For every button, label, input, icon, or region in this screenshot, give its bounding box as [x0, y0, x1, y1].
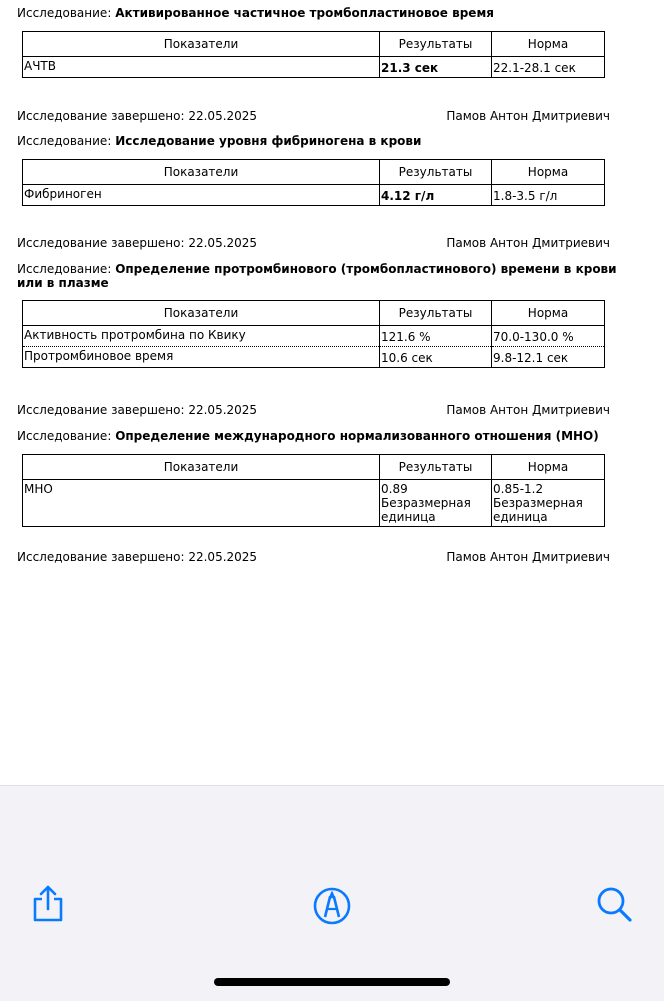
- results-table: [22, 159, 605, 206]
- header-norm: Норма: [492, 301, 605, 326]
- study-prefix: Исследование:: [17, 134, 116, 148]
- indicator-cell: МНО: [23, 480, 380, 527]
- table-row: [23, 347, 605, 368]
- study-title: [17, 429, 644, 443]
- study-prefix: Исследование:: [17, 429, 116, 443]
- indicator-cell: АЧТВ: [23, 57, 380, 78]
- study-name: Активированное частичное тромбопластиновое время: [115, 6, 494, 20]
- completed-date: Исследование завершено: 22.05.2025: [17, 403, 258, 417]
- header-indicator: Показатели: [23, 32, 380, 57]
- study-prefix: Исследование:: [17, 262, 116, 276]
- header-result: Результаты: [380, 160, 492, 185]
- result-cell: 10.6 сек: [380, 347, 492, 368]
- doctor-name: Памов Антон Дмитриевич: [446, 403, 610, 417]
- results-table: [22, 454, 605, 527]
- study-title: [17, 262, 644, 290]
- header-indicator: Показатели: [23, 160, 380, 185]
- study-title: [17, 134, 644, 148]
- doctor-name: Памов Антон Дмитриевич: [446, 550, 610, 564]
- result-cell: 121.6 %: [380, 326, 492, 347]
- search-button[interactable]: [592, 882, 636, 926]
- table-header: [23, 455, 605, 480]
- study-name: Определение международного нормализованного отношения (МНО): [115, 429, 599, 443]
- bottom-toolbar: [0, 785, 664, 1001]
- result-value: 21.3 сек: [381, 61, 439, 75]
- header-norm: Норма: [492, 455, 605, 480]
- table-header: [23, 301, 605, 326]
- results-table: [22, 300, 605, 368]
- table-row: [23, 326, 605, 347]
- completed-date: Исследование завершено: 22.05.2025: [17, 236, 258, 250]
- indicator-cell: Фибриноген: [23, 185, 380, 206]
- study-prefix: Исследование:: [17, 6, 116, 20]
- completed-date: Исследование завершено: 22.05.2025: [17, 550, 258, 564]
- header-result: Результаты: [380, 32, 492, 57]
- result-cell: [380, 57, 492, 78]
- completed-date: Исследование завершено: 22.05.2025: [17, 109, 258, 123]
- header-indicator: Показатели: [23, 455, 380, 480]
- results-table: [22, 31, 605, 78]
- table-header: [23, 32, 605, 57]
- table-row: [23, 57, 605, 78]
- result-cell: [380, 185, 492, 206]
- header-norm: Норма: [492, 32, 605, 57]
- study-name: Исследование уровня фибриногена в крови: [115, 134, 422, 148]
- doctor-name: Памов Антон Дмитриевич: [446, 236, 610, 250]
- header-indicator: Показатели: [23, 301, 380, 326]
- result-cell: 0.89 Безразмерная единица: [380, 480, 492, 527]
- header-result: Результаты: [380, 455, 492, 480]
- share-icon: [26, 882, 70, 926]
- share-button[interactable]: [26, 882, 70, 926]
- doctor-name: Памов Антон Дмитриевич: [446, 109, 610, 123]
- indicator-cell: Протромбиновое время: [23, 347, 380, 368]
- header-result: Результаты: [380, 301, 492, 326]
- norm-cell: 0.85-1.2 Безразмерная единица: [492, 480, 605, 527]
- study-title: [17, 6, 644, 20]
- result-value: 4.12 г/л: [381, 189, 435, 203]
- header-norm: Норма: [492, 160, 605, 185]
- table-header: [23, 160, 605, 185]
- norm-cell: 22.1-28.1 сек: [492, 57, 605, 78]
- table-row: [23, 185, 605, 206]
- table-row: [23, 480, 605, 527]
- search-icon: [592, 882, 636, 926]
- study-name: Определение протромбинового (тромбопластинового) времени в крови или в плазме: [17, 262, 617, 290]
- norm-cell: 9.8-12.1 сек: [492, 347, 605, 368]
- norm-cell: 70.0-130.0 %: [492, 326, 605, 347]
- markup-button[interactable]: [310, 884, 354, 928]
- markup-icon: [310, 884, 354, 928]
- norm-cell: 1.8-3.5 г/л: [492, 185, 605, 206]
- home-indicator[interactable]: [214, 978, 450, 986]
- indicator-cell: Активность протромбина по Квику: [23, 326, 380, 347]
